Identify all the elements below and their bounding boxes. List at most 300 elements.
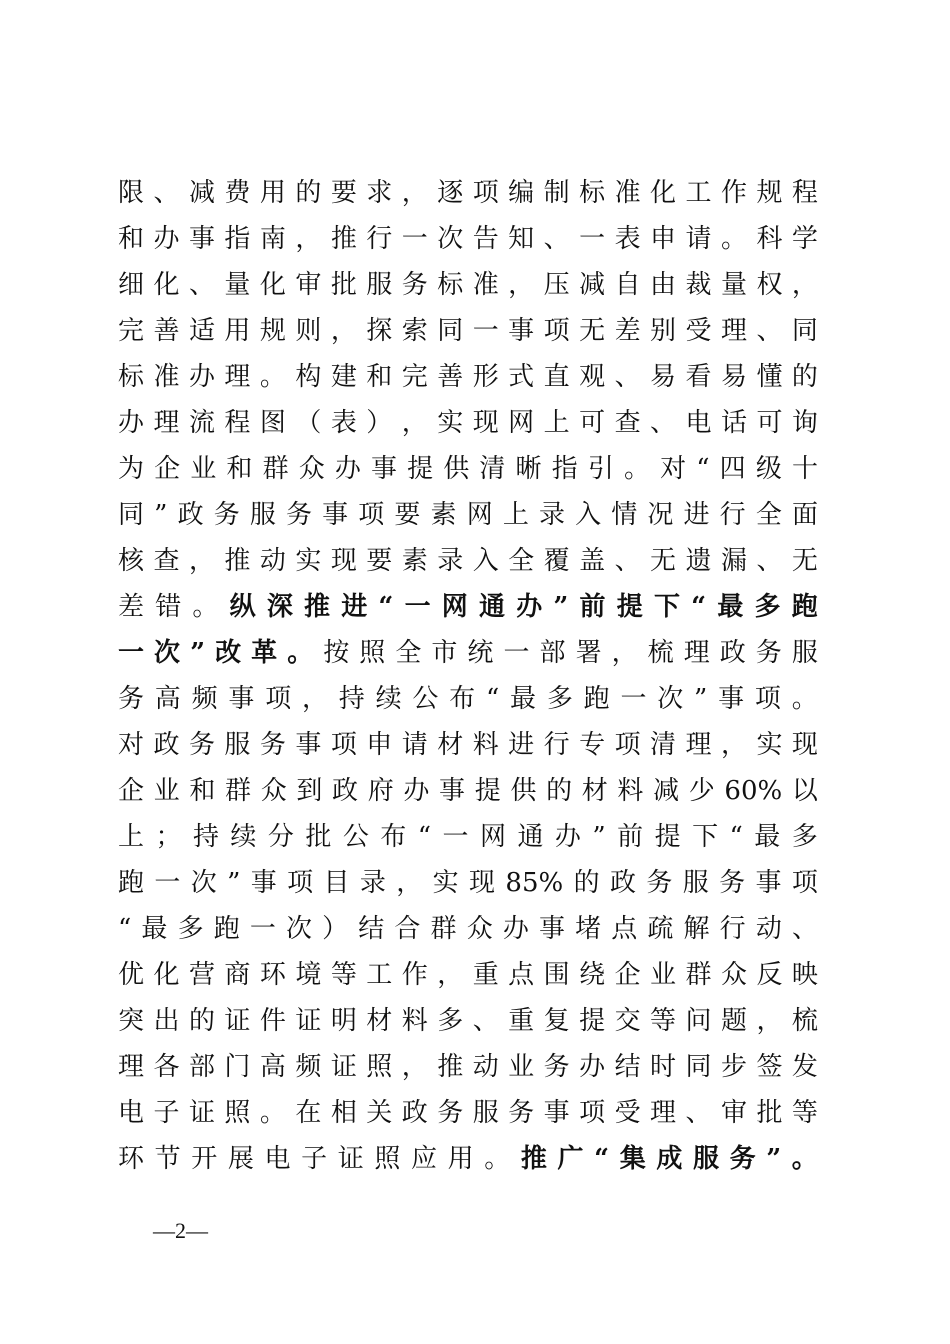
text-char: 行: [719, 914, 746, 944]
text-char: 提: [579, 1006, 606, 1036]
text-char: 结: [614, 1052, 641, 1082]
text-char: 减: [579, 270, 606, 300]
text-char: 准: [472, 270, 499, 300]
text-char: 跑: [583, 684, 610, 714]
text-char: 明: [330, 1006, 357, 1036]
text-char: 动: [472, 1052, 499, 1082]
text-char: 目: [323, 868, 350, 898]
text-char: 易: [720, 362, 747, 392]
text-char: 务: [118, 684, 145, 714]
text-char: 事: [370, 454, 397, 484]
text-char: 则: [295, 316, 322, 346]
bold-text-char: 深: [266, 592, 293, 622]
text-char: 善: [437, 362, 464, 392]
text-char: 服: [682, 868, 709, 898]
text-char: ，: [330, 316, 357, 346]
text-char: 一: [472, 316, 499, 346]
text-char: 一: [401, 224, 428, 254]
bold-text-char: ”: [553, 592, 569, 622]
text-line: [118, 722, 818, 768]
text-char: 盖: [579, 546, 606, 576]
text-char: 府: [367, 776, 394, 806]
text-char: 持: [192, 822, 219, 852]
bold-text-char: 次: [154, 638, 181, 668]
text-char: 用: [259, 178, 286, 208]
text-char: 提: [654, 822, 681, 852]
text-char: 政: [332, 776, 359, 806]
text-char: 标: [118, 362, 145, 392]
text-char: 无: [579, 316, 606, 346]
text-char: 细: [118, 270, 145, 300]
text-char: 制: [543, 178, 570, 208]
text-line: [118, 860, 818, 906]
text-char: 录: [359, 868, 386, 898]
bold-text-char: 多: [754, 592, 781, 622]
text-char: 化: [650, 178, 677, 208]
text-line: [118, 216, 818, 262]
text-char: 办: [334, 454, 361, 484]
text-char: 现: [469, 868, 496, 898]
text-char: 梳: [791, 1006, 818, 1036]
text-char: 开: [191, 1144, 218, 1174]
text-char: 现: [472, 408, 499, 438]
text-char: 务: [543, 1052, 570, 1082]
text-char: 申: [650, 224, 677, 254]
text-char: 子: [301, 1144, 328, 1174]
text-char: 优: [118, 960, 145, 990]
text-line: [118, 262, 818, 308]
text-char: 询: [791, 408, 818, 438]
bold-text-char: 纵: [229, 592, 256, 622]
text-char: 申: [366, 730, 393, 760]
text-char: 查: [614, 408, 641, 438]
text-char: 电: [264, 1144, 291, 1174]
text-char: 形: [472, 362, 499, 392]
text-char: 标: [579, 178, 606, 208]
text-char: 多: [791, 822, 818, 852]
text-char: 题: [720, 1006, 747, 1036]
bold-text-char: 网: [441, 592, 468, 622]
text-char: 理: [650, 1098, 677, 1128]
text-char: “: [729, 822, 743, 852]
text-char: 事: [250, 868, 277, 898]
text-char: 。: [791, 684, 818, 714]
text-char: 清: [650, 730, 677, 760]
text-line: [118, 998, 818, 1044]
text-char: ”: [154, 500, 168, 530]
text-char: 告: [472, 224, 499, 254]
text-char: 续: [230, 822, 257, 852]
text-char: 次: [437, 224, 464, 254]
text-char: 观: [579, 362, 606, 392]
text-char: 最: [510, 684, 537, 714]
text-char: 一: [620, 684, 647, 714]
text-char: 由: [650, 270, 677, 300]
text-char: 事: [543, 1098, 570, 1128]
text-char: 项: [543, 316, 570, 346]
text-char: 同: [437, 316, 464, 346]
text-char: 多: [177, 914, 204, 944]
text-char: 服: [224, 730, 251, 760]
text-char: 件: [259, 1006, 286, 1036]
text-char: （: [295, 408, 322, 438]
text-char: 清: [479, 454, 506, 484]
text-char: 办: [118, 408, 145, 438]
text-char: 证: [330, 1052, 357, 1082]
text-char: 应: [411, 1144, 438, 1174]
text-char: 绕: [579, 960, 606, 990]
text-char: 覆: [543, 546, 570, 576]
text-char: 事: [755, 868, 782, 898]
text-line: [118, 676, 818, 722]
text-char: 四: [719, 454, 746, 484]
text-char: 现: [330, 546, 357, 576]
text-char: 次: [285, 914, 312, 944]
text-char: 展: [227, 1144, 254, 1174]
text-char: 料: [401, 1006, 428, 1036]
text-char: 理: [685, 730, 712, 760]
text-char: 证: [188, 1098, 215, 1128]
text-line: [118, 1136, 818, 1182]
text-line: [118, 446, 818, 492]
text-char: 复: [543, 1006, 570, 1036]
text-char: 编: [508, 178, 535, 208]
text-char: ，: [301, 684, 328, 714]
text-char: 用: [447, 1144, 474, 1174]
text-char: 商: [224, 960, 251, 990]
text-line: [118, 354, 818, 400]
bold-text-char: “: [691, 592, 707, 622]
text-char: ）: [322, 914, 349, 944]
bold-text-char: 最: [717, 592, 744, 622]
text-char: 减: [653, 776, 680, 806]
text-char: 照: [224, 1098, 251, 1128]
text-char: 一: [249, 914, 276, 944]
text-char: 、: [791, 914, 818, 944]
text-line: [118, 952, 818, 998]
text-char: 入: [472, 546, 499, 576]
text-char: 化: [259, 270, 286, 300]
text-char: 同: [685, 1052, 712, 1082]
text-char: 受: [685, 316, 712, 346]
text-line: [118, 492, 818, 538]
text-char: 在: [295, 1098, 322, 1128]
text-char: 的: [791, 362, 818, 392]
text-char: 提: [474, 776, 501, 806]
text-char: 素: [401, 546, 428, 576]
text-char: 前: [617, 822, 644, 852]
text-char: “: [696, 454, 710, 484]
text-line: [118, 1090, 818, 1136]
text-char: 差: [118, 592, 145, 622]
text-char: 推: [437, 1052, 464, 1082]
text-char: 证: [295, 1006, 322, 1036]
bold-text-char: 办: [516, 592, 543, 622]
text-char: 。: [720, 224, 747, 254]
text-line: [118, 1044, 818, 1090]
text-char: 查: [153, 546, 180, 576]
text-char: 结: [358, 914, 385, 944]
text-char: 签: [756, 1052, 783, 1082]
text-char: 少: [688, 776, 715, 806]
text-char: 规: [756, 178, 783, 208]
text-char: 办: [188, 362, 215, 392]
text-char: 程: [224, 408, 251, 438]
page-number: —2—: [153, 1218, 208, 1243]
text-char: ；: [155, 822, 182, 852]
text-char: 次: [190, 868, 217, 898]
bold-text-char: 推: [304, 592, 331, 622]
text-char: 环: [118, 1144, 145, 1174]
bold-text-char: 前: [579, 592, 606, 622]
text-char: 裁: [685, 270, 712, 300]
text-char: 疏: [647, 914, 674, 944]
text-char: 实: [756, 730, 783, 760]
text-char: 高: [259, 1052, 286, 1082]
text-char: 同: [791, 316, 818, 346]
text-char: ，: [396, 868, 423, 898]
text-char: 上: [118, 822, 145, 852]
text-char: 公: [342, 822, 369, 852]
bold-text-char: 广: [557, 1144, 584, 1174]
text-line: [118, 768, 818, 814]
bold-text-char: ”: [766, 1144, 782, 1174]
text-char: 群: [430, 914, 457, 944]
text-char: 推: [330, 224, 357, 254]
text-char: 解: [683, 914, 710, 944]
bold-text-char: 一: [118, 638, 145, 668]
text-char: 南: [259, 224, 286, 254]
text-char: 错: [155, 592, 182, 622]
text-char: 多: [546, 684, 573, 714]
text-char: 。: [259, 1098, 286, 1128]
text-char: 相: [330, 1098, 357, 1128]
text-char: 知: [508, 224, 535, 254]
text-char: 办: [502, 914, 529, 944]
text-char: 。: [259, 362, 286, 392]
text-char: 适: [188, 316, 215, 346]
text-char: 一: [579, 224, 606, 254]
text-char: 自: [614, 270, 641, 300]
text-char: 一: [503, 638, 530, 668]
text-char: 等: [330, 960, 357, 990]
text-char: ，: [611, 638, 638, 668]
text-char: 料: [472, 730, 499, 760]
text-char: 点: [611, 914, 638, 944]
text-char: 务: [401, 270, 428, 300]
text-char: 事: [718, 684, 745, 714]
text-char: 企: [614, 960, 641, 990]
text-char: 供: [510, 776, 537, 806]
text-char: 网: [508, 408, 535, 438]
text-char: 子: [153, 1098, 180, 1128]
text-char: 遗: [685, 546, 712, 576]
text-char: 门: [224, 1052, 251, 1082]
text-char: 业: [508, 1052, 535, 1082]
text-char: 进: [683, 500, 710, 530]
text-char: 市: [431, 638, 458, 668]
text-char: 进: [508, 730, 535, 760]
text-char: 准: [614, 178, 641, 208]
text-char: 看: [685, 362, 712, 392]
text-char: 用: [224, 316, 251, 346]
text-char: 求: [366, 178, 393, 208]
text-char: ”: [227, 868, 241, 898]
text-char: 办: [554, 822, 581, 852]
bold-text-char: 进: [341, 592, 368, 622]
text-char: 电: [685, 408, 712, 438]
text-char: “: [118, 914, 132, 944]
text-char: 突: [118, 1006, 145, 1036]
text-char: 时: [650, 1052, 677, 1082]
text-char: 公: [412, 684, 439, 714]
text-char: 式: [508, 362, 535, 392]
text-char: 理: [224, 362, 251, 392]
text-char: 行: [366, 224, 393, 254]
text-char: 行: [719, 500, 746, 530]
text-char: 服: [791, 638, 818, 668]
text-line: [118, 308, 818, 354]
text-char: 的: [546, 776, 573, 806]
text-char: 要: [330, 178, 357, 208]
text-char: 化: [153, 270, 180, 300]
text-char: 梳: [647, 638, 674, 668]
text-char: 务: [259, 730, 286, 760]
text-char: 照: [374, 1144, 401, 1174]
text-char: 可: [756, 408, 783, 438]
text-char: 事: [508, 316, 535, 346]
text-char: 晰: [515, 454, 542, 484]
text-char: ，: [401, 408, 428, 438]
bold-text-char: 。: [791, 1144, 818, 1174]
text-char: 流: [188, 408, 215, 438]
text-char: 、: [614, 362, 641, 392]
text-char: 事: [188, 224, 215, 254]
text-char: 的: [573, 868, 600, 898]
text-char: 探: [366, 316, 393, 346]
text-char: 实: [295, 546, 322, 576]
text-char: 、: [153, 178, 180, 208]
text-char: 众: [720, 960, 747, 990]
text-char: 。: [192, 592, 219, 622]
text-char: 堵: [575, 914, 602, 944]
text-char: 理: [683, 638, 710, 668]
text-char: 企: [118, 776, 145, 806]
bold-text-char: 通: [478, 592, 505, 622]
text-char: 电: [118, 1098, 145, 1128]
text-char: 营: [188, 960, 215, 990]
bold-text-char: 改: [215, 638, 242, 668]
text-char: 素: [430, 500, 457, 530]
text-char: 下: [692, 822, 719, 852]
text-char: 的: [188, 1006, 215, 1036]
text-char: 项: [791, 868, 818, 898]
text-char: 、: [650, 408, 677, 438]
text-char: ，: [295, 224, 322, 254]
text-char: 续: [375, 684, 402, 714]
text-char: 点: [508, 960, 535, 990]
text-char: 一: [442, 822, 469, 852]
bold-text-char: 成: [656, 1144, 683, 1174]
text-char: 理: [153, 408, 180, 438]
bold-text-char: 提: [616, 592, 643, 622]
text-char: 照: [366, 1052, 393, 1082]
text-char: 无: [791, 546, 818, 576]
text-char: 务: [755, 638, 782, 668]
text-char: 减: [188, 178, 215, 208]
text-char: 最: [754, 822, 781, 852]
text-char: 作: [720, 178, 747, 208]
text-char: 布: [380, 822, 407, 852]
text-char: 逐: [437, 178, 464, 208]
text-char: 对: [660, 454, 687, 484]
text-char: 请: [685, 224, 712, 254]
text-char: 作: [401, 960, 428, 990]
text-line: [118, 538, 818, 584]
text-char: ，: [437, 960, 464, 990]
text-char: 照: [359, 638, 386, 668]
text-char: 请: [401, 730, 428, 760]
text-char: 批: [305, 822, 332, 852]
text-char: 对: [118, 730, 145, 760]
text-char: 审: [295, 270, 322, 300]
text-char: 、: [614, 546, 641, 576]
text-char: ，: [720, 730, 747, 760]
text-line: [118, 170, 818, 216]
text-char: 全: [755, 500, 782, 530]
text-char: 等: [791, 1098, 818, 1128]
text-char: 众: [260, 776, 287, 806]
text-char: 表: [330, 408, 357, 438]
text-char: 图: [259, 408, 286, 438]
text-char: 部: [539, 638, 566, 668]
text-char: 级: [755, 454, 782, 484]
text-char: 压: [543, 270, 570, 300]
bold-text-char: 服: [692, 1144, 719, 1174]
text-char: 项: [614, 730, 641, 760]
bold-text-char: “: [594, 1144, 610, 1174]
text-char: 事: [439, 776, 466, 806]
text-char: 、: [756, 546, 783, 576]
text-char: 为: [118, 454, 145, 484]
text-char: 工: [685, 178, 712, 208]
text-char: 次: [657, 684, 684, 714]
text-char: 务: [646, 868, 673, 898]
text-char: 表: [614, 224, 641, 254]
text-char: 全: [395, 638, 422, 668]
text-line: [118, 814, 818, 860]
text-char: 服: [366, 270, 393, 300]
text-char: 和: [189, 776, 216, 806]
text-char: 统: [467, 638, 494, 668]
text-char: 按: [323, 638, 350, 668]
text-char: 录: [437, 546, 464, 576]
text-char: 指: [551, 454, 578, 484]
text-char: 科: [756, 224, 783, 254]
text-char: 权: [756, 270, 783, 300]
text-char: 项: [358, 500, 385, 530]
text-char: 企: [154, 454, 181, 484]
text-char: 务: [188, 730, 215, 760]
text-char: 指: [224, 224, 251, 254]
text-char: 、: [543, 224, 570, 254]
text-char: 动: [755, 914, 782, 944]
text-char: 、: [756, 316, 783, 346]
text-char: 要: [366, 546, 393, 576]
text-char: 构: [295, 362, 322, 392]
text-char: ，: [791, 270, 818, 300]
text-char: 工: [366, 960, 393, 990]
